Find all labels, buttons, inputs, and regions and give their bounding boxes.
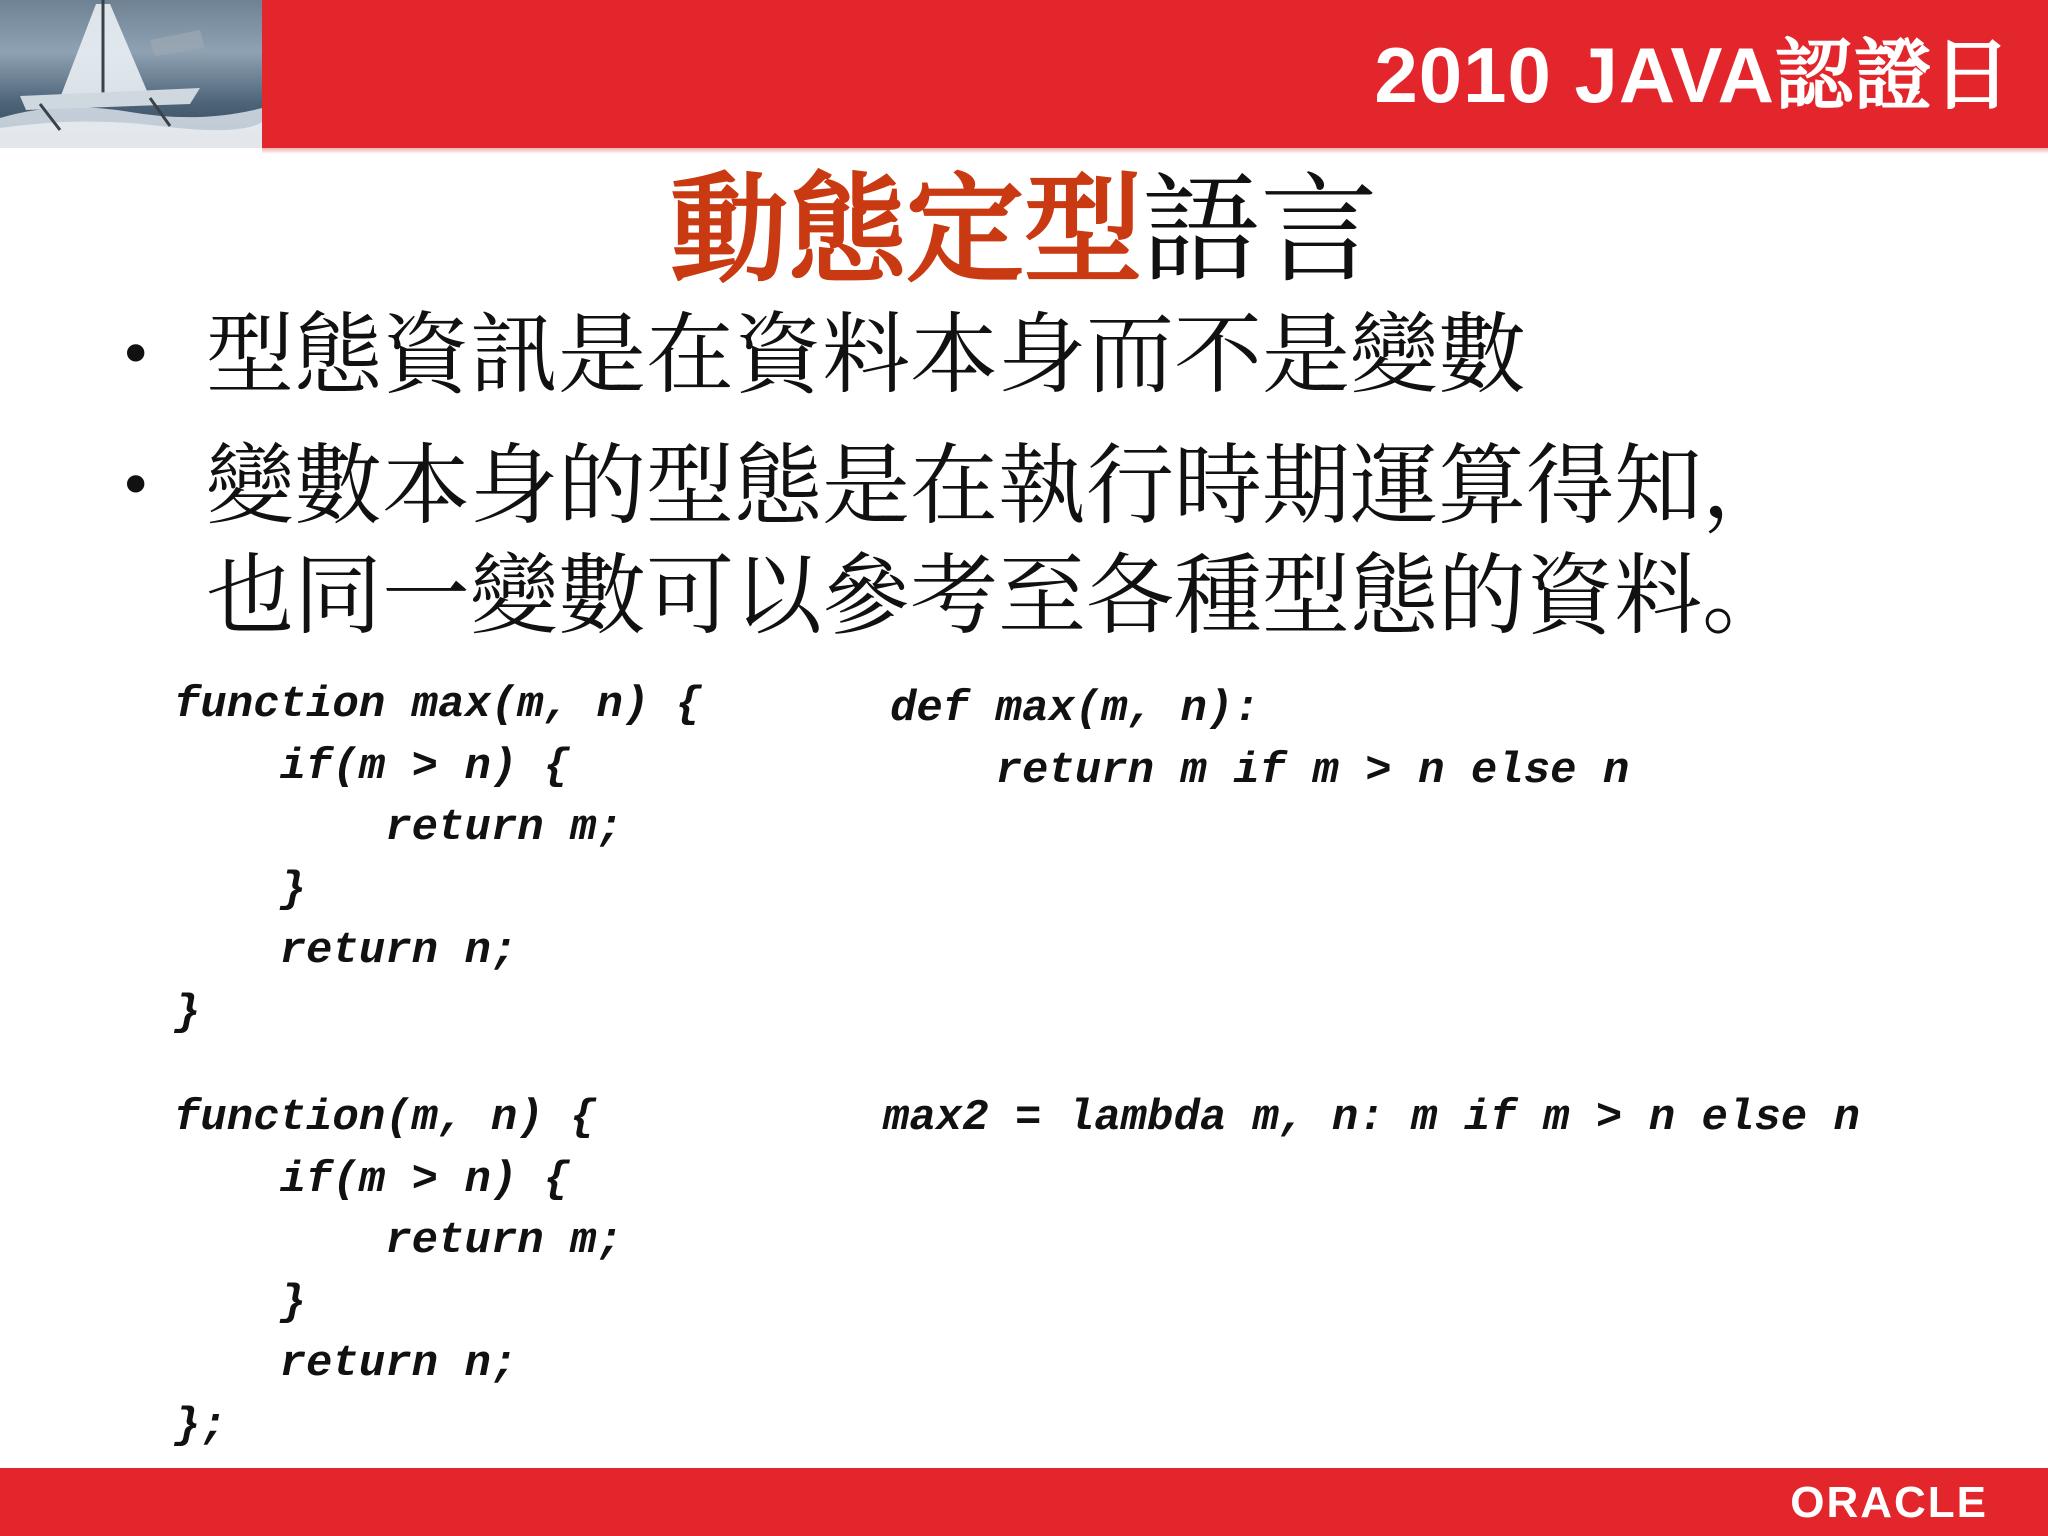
slide-title-accent: 動態定型 — [669, 161, 1142, 299]
js-named-function-code: function max(m, n) { if(m > n) { return m; } return n; } — [174, 680, 703, 1038]
event-title: 2010 JAVA認證日 — [1374, 31, 2012, 119]
bullet-dot-icon: • — [118, 451, 154, 521]
slide-title-plain: 語言 — [1142, 161, 1379, 299]
python-lambda-code: max2 = lambda m, n: m if m > n else n — [883, 1093, 1860, 1143]
sailboat-photo — [0, 0, 262, 148]
bullet-text: 型態資訊是在資料本身而不是變數 — [206, 303, 1527, 406]
python-named-function-code: def max(m, n): return m if m > n else n — [890, 684, 1630, 796]
oracle-logo: ORACLE — [1790, 1478, 1988, 1527]
slide-title — [0, 160, 2048, 300]
bullet-text: 變數本身的型態是在執行時期運算得知， 也同一變數可以參考至各種型態的資料。 — [206, 434, 1791, 647]
bullet-dot-icon: • — [118, 320, 154, 390]
js-anonymous-function-code: function(m, n) { if(m > n) { return m; } return n; }; — [174, 1093, 623, 1451]
header-divider — [262, 148, 2048, 154]
footer-bar — [0, 1468, 2048, 1536]
